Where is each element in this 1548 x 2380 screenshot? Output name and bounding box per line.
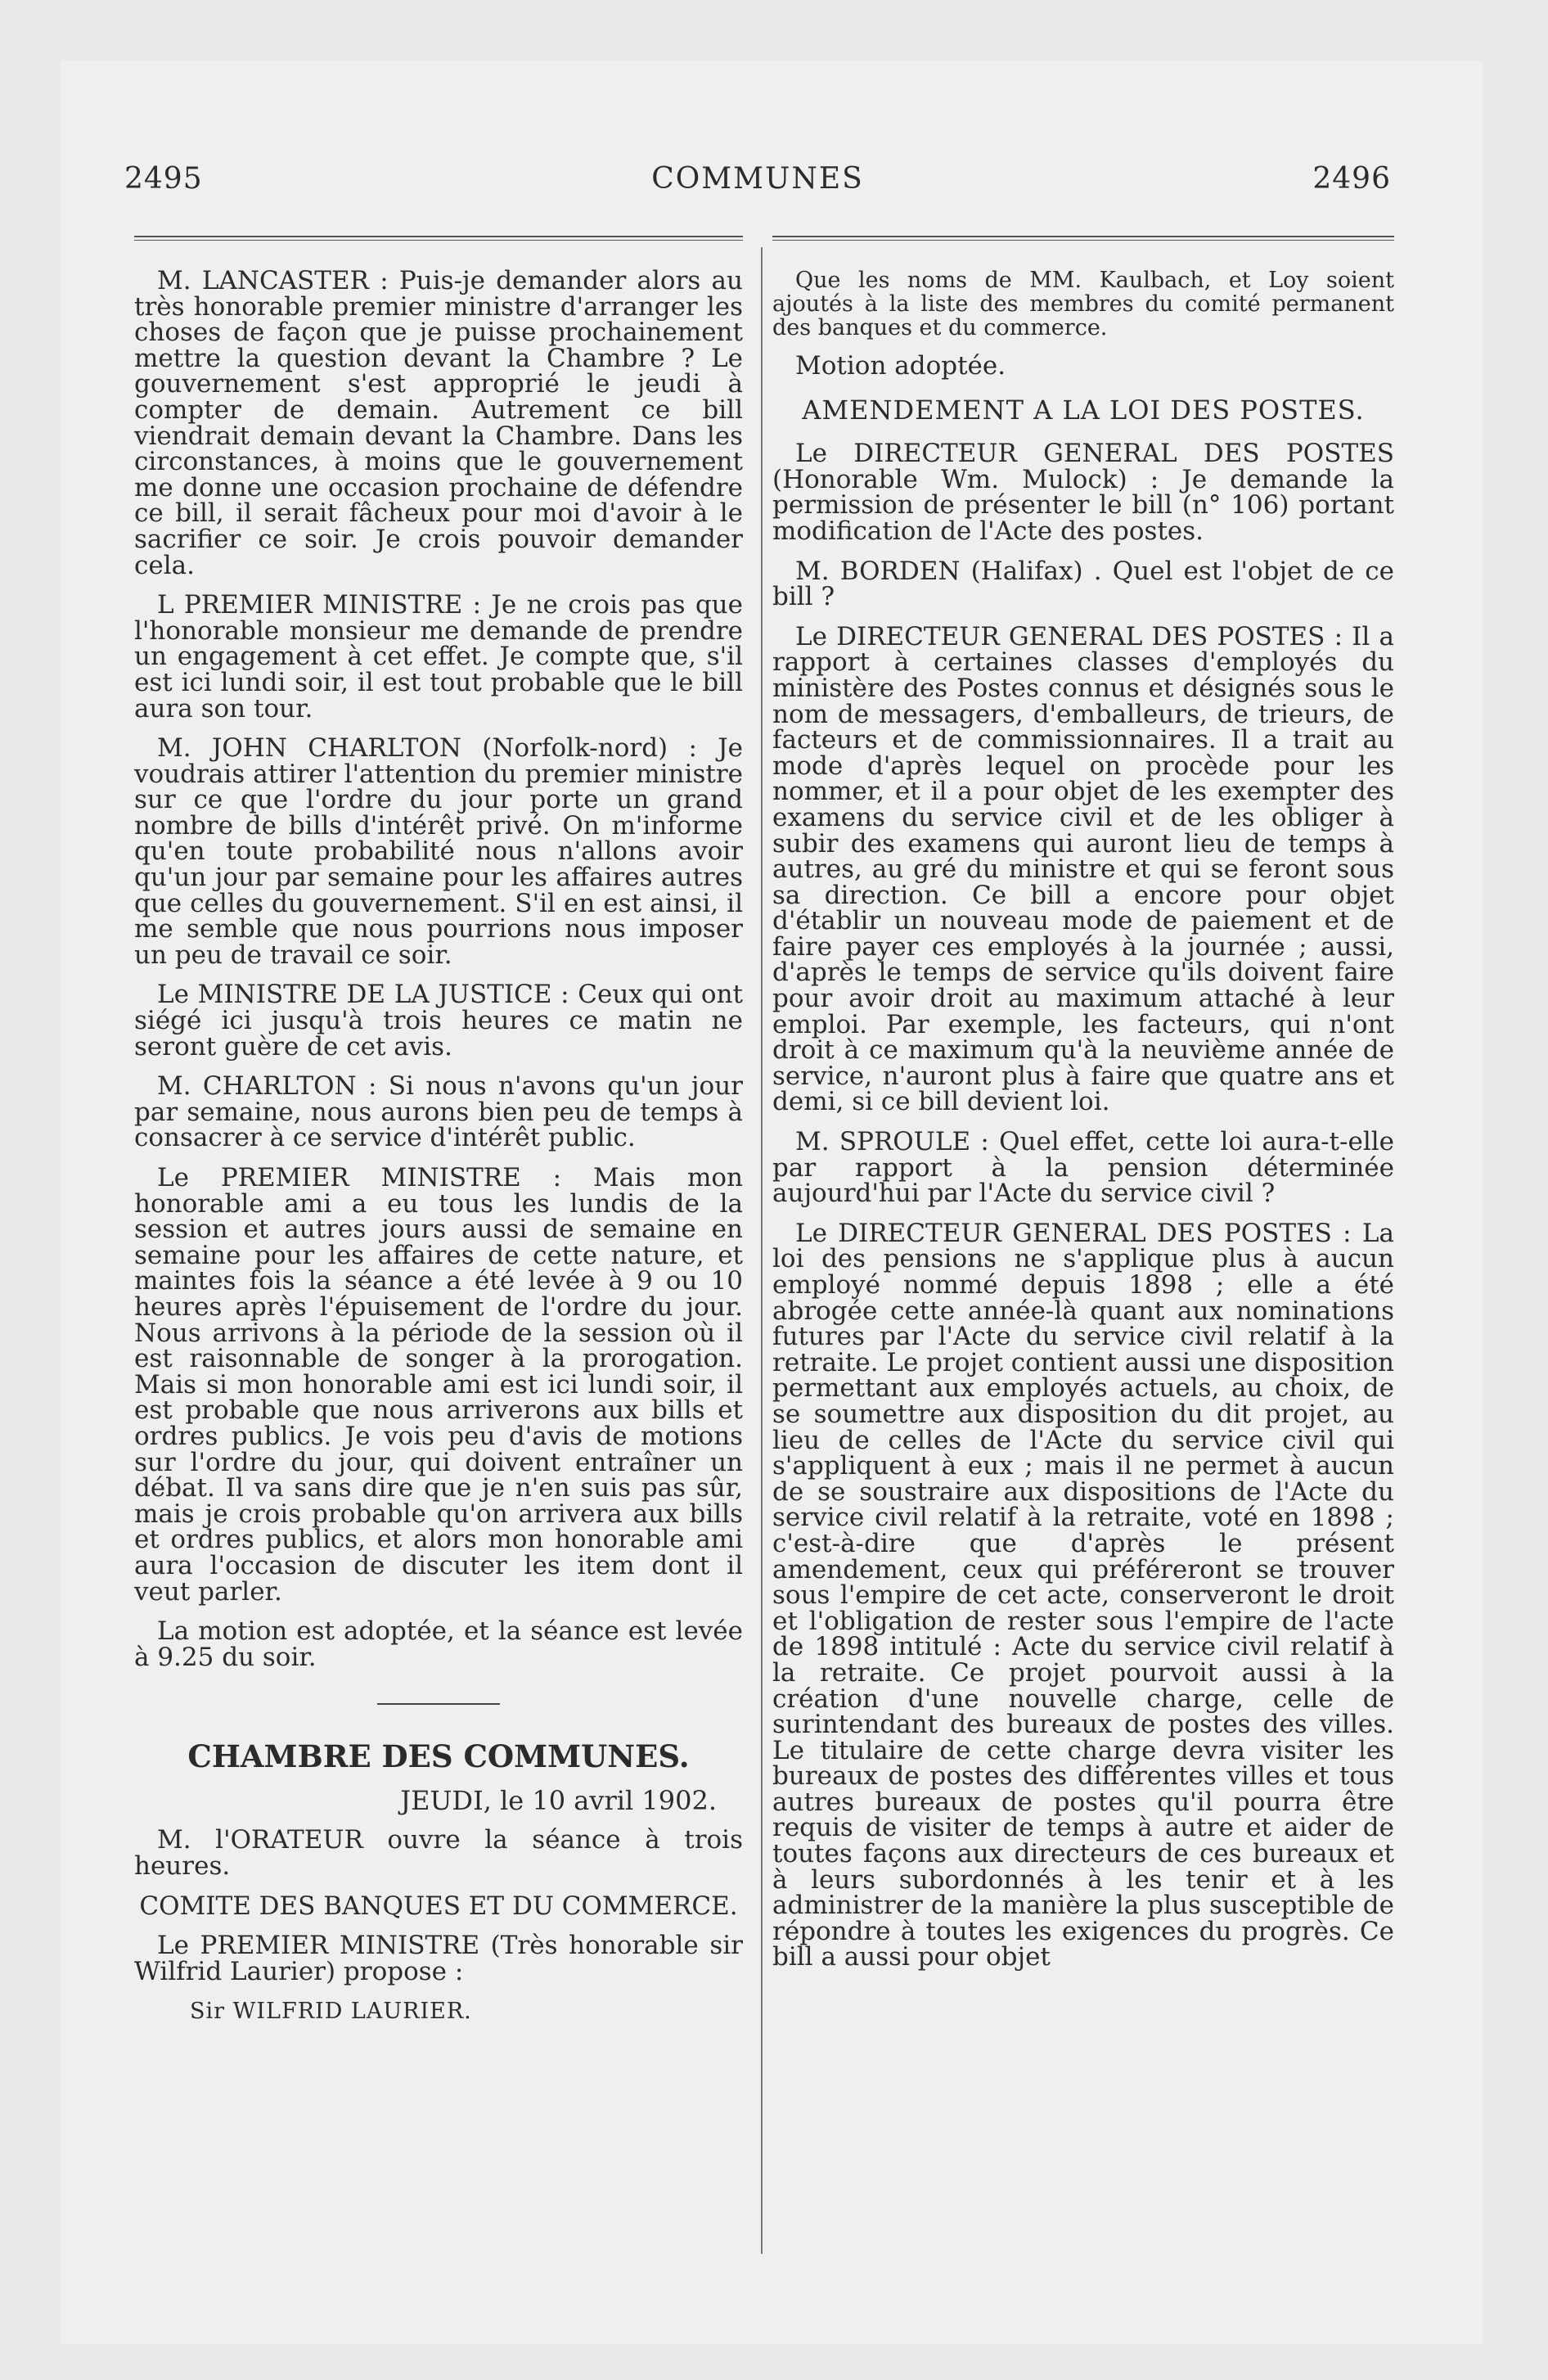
paragraph-premier-ministre-propose: Le PREMIER MINISTRE (Très honorable sir Wilfrid Laurier) propose : [134, 1931, 743, 1986]
header-rule-left [134, 236, 743, 241]
page-number-right: 2496 [1312, 162, 1391, 196]
section-heading-postes: AMENDEMENT A LA LOI DES POSTES. [802, 394, 1365, 426]
paragraph-directeur-2: Le DIRECTEUR GENERAL DES POSTES : Il a rapport à certaines classes d'employés du ministère des Postes connus et désignés sous le nom de messagers, d'emballeurs, de trieurs, de facteurs et de commissionnaires. Il a trait au mode d'après lequel on procède pour les nommer, et il a pour objet de les exempter des examens du service civil et de les obliger à subir des examens qui auront lieu de temps à autres, au gré du ministre et qui se feront sous sa direction. Ce bill a encore pour objet d'établir un nouveau mode de paiement et de faire payer ces employés à la journée ; aussi, d'après le temps de service qu'ils doivent faire pour avoir droit au maximum attaché à leur emploi. Par exemple, les facteurs, qui n'ont droit à ce maximum qu'à la neuvième année de service, n'auront plus à faire que quatre ans et demi, si ce bill devient loi. [772, 621, 1394, 1117]
paragraph-premier-ministre-2: Le PREMIER MINISTRE : Mais mon honorable ami a eu tous les lundis de la session et autres jours aussi de semaine en semaine pour les affaires de cette nature, et maintes fois la séance a été levée à 9 ou 10 heures après l'épuisement de l'ordre du jour. Nous arrivons à la période de la session où il est raisonnable de songer à la prorogation. Mais si mon honorable ami est ici lundi soir, il est probable que nous arriverons aux bills et ordres publics. Je vois peu d'avis de motions sur l'ordre du jour, qui doivent entraîner un débat. Il va sans dire que je n'en suis pas sûr, mais je crois probable qu'on arrivera aux bills et ordres publics, et alors mon honorable ami aura l'occasion de discuter les item dont il veut parler. [134, 1163, 743, 1607]
paragraph-charlton: M. CHARLTON : Si nous n'avons qu'un jour par semaine, nous aurons bien peu de temps à consacrer à ce service d'intérêt public. [134, 1071, 743, 1153]
paragraph-motion-adoptee-2: Motion adoptée. [795, 351, 1006, 381]
paragraph-ministre-justice: Le MINISTRE DE LA JUSTICE : Ceux qui ont siégé ici jusqu'à trois heures ce matin ne seront guère de cet avis. [134, 980, 743, 1062]
header-rule-right [772, 236, 1394, 241]
section-separator [377, 1703, 500, 1705]
page-number-left: 2495 [124, 162, 203, 196]
paragraph-borden: M. BORDEN (Halifax) . Quel est l'objet de ce bill ? [772, 556, 1394, 612]
paragraph-lancaster: M. LANCASTER : Puis-je demander alors au très honorable premier ministre d'arranger les choses de façon que je puisse prochainement mettre la question devant la Chambre ? Le gouvernement s'est approprié le jeudi à compter de demain. Autrement ce bill viendrait demain devant la Chambre. Dans les circonstances, à moins que le gouvernement me donne une occasion prochaine de défendre ce bill, il serait fâcheux pour moi d'avoir à le sacrifier ce soir. Je crois pouvoir demander cela. [134, 266, 743, 580]
left-column [134, 268, 743, 2039]
dateline: JEUDI, le 10 avril 1902. [400, 1784, 717, 1816]
chamber-heading: CHAMBRE DES COMMUNES. [187, 1738, 690, 1775]
column-divider [761, 247, 763, 2254]
running-title: COMMUNES [651, 162, 864, 196]
paragraph-premier-ministre-1: L PREMIER MINISTRE : Je ne crois pas que l'honorable monsieur me demande de prendre un engagement à cet effet. Je compte que, s'il est ici lundi soir, il est tout probable que le bill aura son tour. [134, 590, 743, 723]
paragraph-motion-text: Que les noms de MM. Kaulbach, et Loy soient ajoutés à la liste des membres du comité permanent des banques et du commerce. [772, 268, 1394, 340]
paragraph-directeur-1: Le DIRECTEUR GENERAL DES POSTES (Honorable Wm. Mulock) : Je demande la permission de présenter le bill (n° 106) portant modification de l'Acte des postes. [772, 439, 1394, 546]
signature: Sir WILFRID LAURIER. [190, 1999, 472, 2025]
paragraph-sproule: M. SPROULE : Quel effet, cette loi aura-t-elle par rapport à la pension déterminée aujourd'hui par l'Acte du service civil ? [772, 1127, 1394, 1209]
section-heading-banques: COMITE DES BANQUES ET DU COMMERCE. [139, 1891, 738, 1921]
paragraph-orateur: M. l'ORATEUR ouvre la séance à trois heures. [134, 1825, 743, 1882]
right-column [772, 268, 1394, 1985]
paragraph-john-charlton: M. JOHN CHARLTON (Norfolk-nord) : Je voudrais attirer l'attention du premier ministre sur ce que l'ordre du jour porte un grand nombre de bills d'intérêt privé. On m'informe qu'en toute probabilité nous n'allons avoir qu'un jour par semaine pour les affaires autres que celles du gouvernement. S'il en est ainsi, il me semble que nous pourrions nous imposer un peu de travail ce soir. [134, 733, 743, 970]
paragraph-directeur-3: Le DIRECTEUR GENERAL DES POSTES : La loi des pensions ne s'applique plus à aucun employé nommé depuis 1898 ; elle a été abrogée cette année-là quant aux nominations futures par l'Acte du service civil relatif à la retraite. Le projet contient aussi une disposition permettant aux employés actuels, au choix, de se soumettre aux disposition du dit projet, au lieu de celles de l'Acte du service civil qui s'appliquent à eux ; mais il ne permet à aucun de se soustraire aux dispositions de l'Acte du service civil relatif à la retraite, voté en 1898 ; c'est-à-dire que d'après le présent amendement, ceux qui préféreront se trouver sous l'empire de cet acte, conserveront le droit et l'obligation de rester sous l'empire de l'acte de 1898 intitulé : Acte du service civil relatif à la retraite. Ce projet pourvoit aussi à la création d'une nouvelle charge, celle de surintendant des bureaux de postes des villes. Le titulaire de cette charge devra visiter les bureaux de postes des différentes villes et tous autres bureaux de postes qu'il pourra être requis de visiter de temps à autre et aider de toutes façons aux directeurs de ces bureaux et à leurs subordonnés à les tenir et à les administrer de la manière la plus susceptible de répondre à toutes les exigences du progrès. Ce bill a aussi pour objet [772, 1218, 1394, 1972]
page-header [124, 162, 1391, 211]
paragraph-motion-adoptee: La motion est adoptée, et la séance est levée à 9.25 du soir. [134, 1616, 743, 1672]
